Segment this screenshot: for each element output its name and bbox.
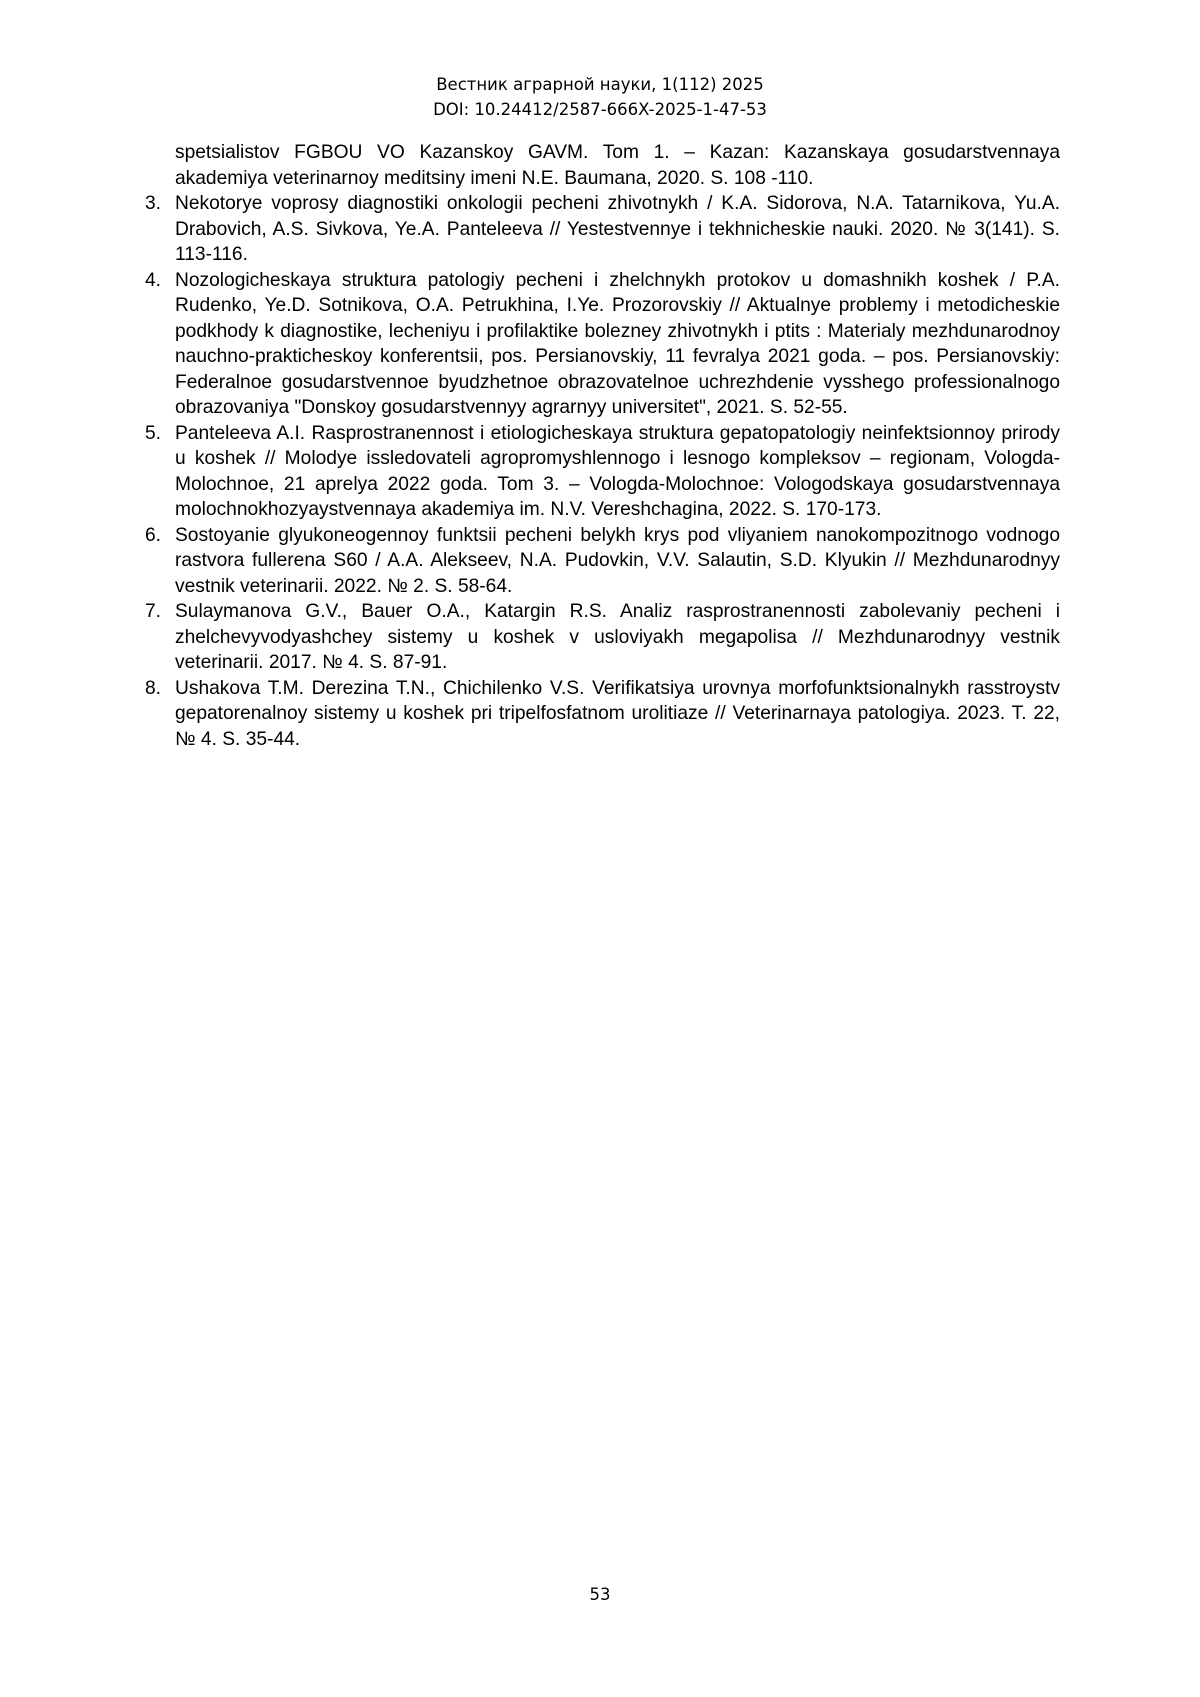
reference-number: 7.: [145, 601, 162, 622]
reference-item-4: [145, 268, 1060, 421]
reference-item-continued: [145, 140, 1060, 191]
reference-text: Nozologicheskaya struktura patologiy pecheni i zhelchnykh protokov u domashnikh koshek / P.A. Rudenko, Ye.D. Sotnikova, O.A. Petrukhina, I.Ye. Prozorovskiy // Aktualnye problemy i metodicheskie podkhody k diagnostike, lecheniyu i profilaktike bolezney zhivotnykh i ptits : Materialy mezhdunarodnoy nauchno-prakticheskoy konferentsii, pos. Persianovskiy, 11 fevralya 2021 goda. – pos. Persianovskiy: Federalnoe gosudarstvennoe byudzhetnoe obrazovatelnoe uchrezhdenie vysshego professionalnogo obrazovaniya "Donskoy gosudarstvennyy agrarnyy universitet", 2021. S. 52-55.: [175, 269, 1060, 418]
reference-number: 4.: [145, 269, 162, 291]
reference-item-3: [145, 191, 1060, 268]
reference-number: 8.: [145, 677, 162, 699]
reference-text: Nekotorye voprosy diagnostiki onkologii pecheni zhivotnykh / K.A. Sidorova, N.A. Tatarnikova, Yu.A. Drabovich, A.S. Sivkova, Ye.A. Panteleeva // Yestestvennye i tekhnicheskie nauki. 2020. № 3(141). S. 113-116.: [175, 193, 1060, 265]
page-number: 53: [589, 1585, 611, 1604]
page-header: [0, 72, 1200, 122]
reference-number: 3.: [145, 193, 162, 214]
reference-item-5: [145, 421, 1060, 523]
reference-text: Panteleeva A.I. Rasprostranennost i etiologicheskaya struktura gepatopatologiy neinfektsionnoy prirody u koshek // Molodye issledovateli agropromyshlennogo i lesnogo kompleksov – regionam, Vologda-Molochnoe, 21 aprelya 2022 goda. Tom 3. – Vologda-Molochnoe: Vologodskaya gosudarstvennaya molochnokhozyaystvennaya akademiya im. N.V. Vereshchagina, 2022. S. 170-173.: [175, 422, 1060, 520]
reference-item-8: [145, 676, 1060, 753]
reference-text: Sulaymanova G.V., Bauer O.A., Katargin R.S. Analiz rasprostranennosti zabolevaniy pecheni i zhelchevyvodyashchey sistemy u koshek v usloviyakh megapolisa // Mezhdunarodnyy vestnik veterinarii. 2017. № 4. S. 87-91.: [175, 601, 1060, 673]
reference-text: spetsialistov FGBOU VO Kazanskoy GAVM. Tom 1. – Kazan: Kazanskaya gosudarstvennaya akademiya veterinarnoy meditsiny imeni N.E. Baumana, 2020. S. 108 -110.: [175, 142, 1060, 189]
reference-number: 6.: [145, 524, 162, 546]
journal-title: Вестник аграрной науки, 1(112) 2025: [436, 75, 764, 94]
reference-item-7: [145, 599, 1060, 676]
reference-text: Ushakova T.M. Derezina T.N., Chichilenko V.S. Verifikatsiya urovnya morfofunktsionalnykh rasstroystv gepatorenalnoy sistemy u koshek pri tripelfosfatnom urolitiaze // Veterinarnaya patologiya. 2023. T. 22, № 4. S. 35-44.: [175, 677, 1060, 750]
doi: DOI: 10.24412/2587-666X-2025-1-47-53: [433, 100, 767, 119]
reference-number: 5.: [145, 422, 162, 444]
reference-list: [145, 140, 1060, 752]
reference-item-6: [145, 523, 1060, 600]
reference-text: Sostoyanie glyukoneogennoy funktsii pecheni belykh krys pod vliyaniem nanokompozitnogo vodnogo rastvora fullerena S60 / A.A. Alekseev, N.A. Pudovkin, V.V. Salautin, S.D. Klyukin // Mezhdunarodnyy vestnik veterinarii. 2022. № 2. S. 58-64.: [175, 524, 1060, 597]
